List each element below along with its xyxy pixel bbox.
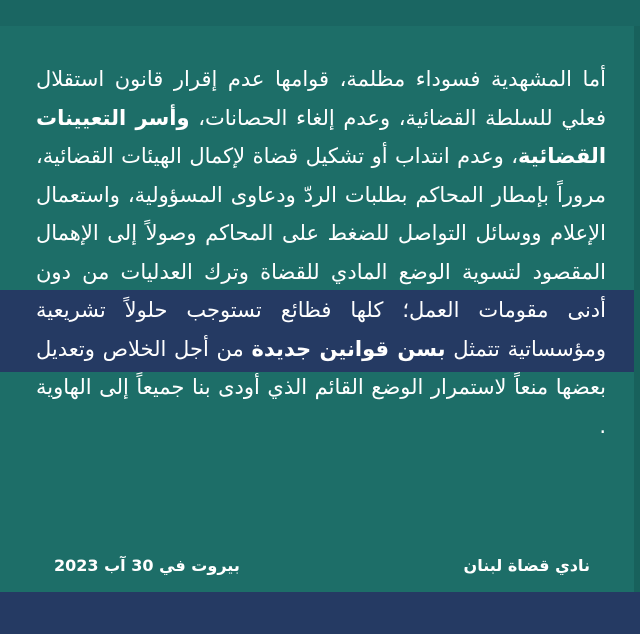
- statement-line: للقضاة وترك العدليات من دون أدنى مقومات العمل؛: [36, 259, 606, 322]
- emphasis-text: وأسر التعيينات القضائية: [36, 105, 607, 168]
- statement-line: الإعلام ووسائل التواصل للضغط على المحاكم: [205, 221, 606, 245]
- statement-paragraph: [36, 60, 606, 445]
- statement-line: بعضها منعاً لاستمرار الوضع القائم الذي أودى بنا: [191, 375, 606, 399]
- statement-line: الحصانات،: [189, 105, 288, 130]
- statement-text: [36, 60, 606, 445]
- statement-line: جميعاً إلى الهاوية .: [36, 375, 606, 438]
- signature-row: [54, 556, 590, 582]
- place-date: بيروت في 30 آب 2023: [54, 556, 240, 575]
- statement-line: كلها فظائع تستوجب حلولاً تشريعية ومؤسساتية: [36, 298, 606, 361]
- statement-line: قانون استقلال فعلي للسلطة القضائية، وعدم إلغاء: [36, 67, 606, 130]
- top-frame-band: [0, 0, 640, 26]
- statement-line: من أجل الخلاص وتعديل: [36, 336, 252, 361]
- emphasis-text: بسن قوانين جديدة: [251, 336, 446, 361]
- statement-line: وصولاً إلى الإهمال المقصود لتسوية الوضع المادي: [36, 221, 606, 284]
- right-edge-strip: [634, 26, 640, 592]
- statement-line: المحاكم بطلبات الردّ ودعاوى المسؤولية، واستعمال: [36, 182, 484, 207]
- club-name: نادي قضاة لبنان: [463, 556, 590, 575]
- statement-line: تتمثل: [445, 336, 500, 361]
- bottom-frame-band: [0, 592, 640, 634]
- statement-line: تشكيل قضاة لإكمال الهيئات القضائية، مروراً بإمطار: [36, 144, 606, 207]
- statement-line: ، وعدم انتداب أو: [371, 144, 519, 168]
- statement-line: أما المشهدية فسوداء مظلمة، قوامها عدم إقرار: [173, 67, 606, 91]
